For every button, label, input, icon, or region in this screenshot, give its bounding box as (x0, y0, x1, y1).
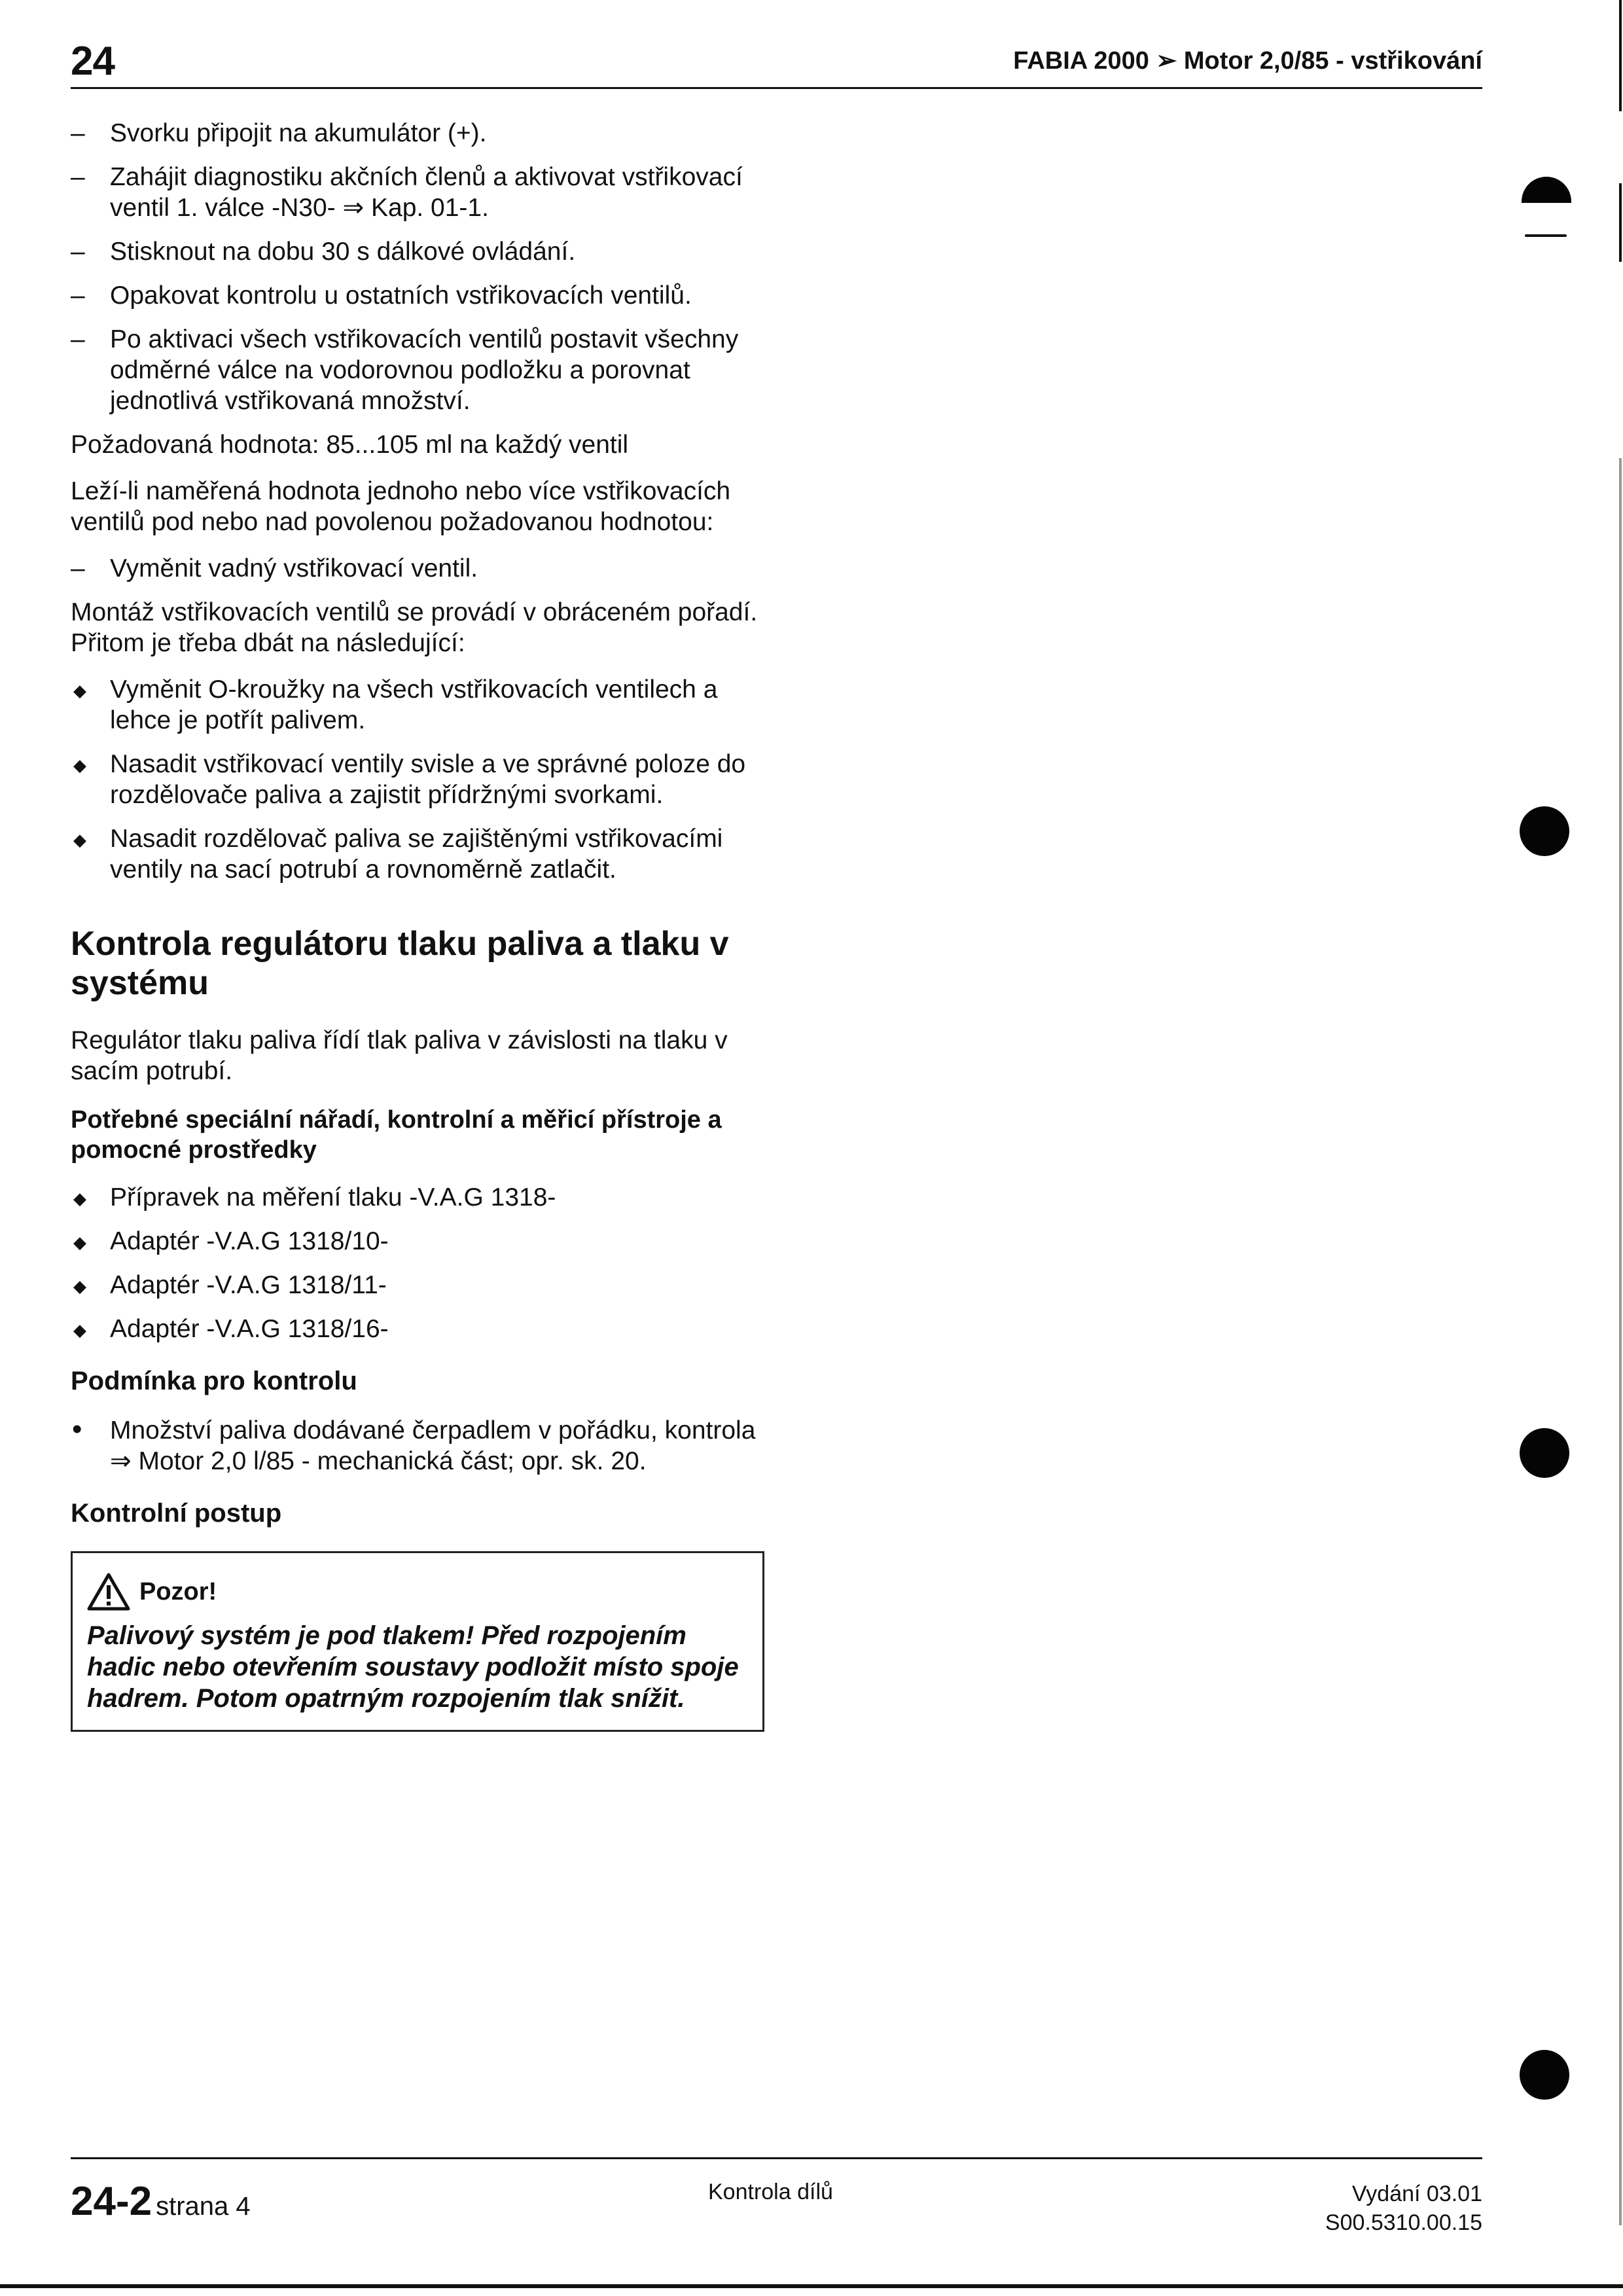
main-content (71, 118, 764, 1732)
step-list-2 (71, 553, 764, 584)
tools-list (71, 1182, 764, 1344)
dash-marker: – (71, 325, 85, 353)
warning-triangle-icon (87, 1573, 130, 1611)
diamond-bullet-icon: ◆ (73, 681, 86, 700)
round-bullet-icon: • (72, 1413, 82, 1445)
page-label: strana 4 (156, 2192, 251, 2221)
scan-edge-line (1619, 458, 1622, 2225)
step-item: – Po aktivaci všech vstřikovacích ventilů postavit všechny odměrné válce na vodorovnou podložku a porovnat jednotlivá vstřikovaná množství. (71, 325, 739, 415)
page-title: FABIA 2000 ➢ Motor 2,0/85 - vstřikování (1013, 47, 1482, 75)
footer-center-text: Kontrola dílů (708, 2179, 833, 2204)
footer-edition (1325, 2179, 1482, 2237)
tool-item: ◆ Přípravek na měření tlaku -V.A.G 1318- (71, 1182, 764, 1213)
scan-edge-line (1619, 183, 1622, 262)
footer-divider (71, 2157, 1482, 2159)
warning-header (87, 1573, 745, 1611)
deviation-text: Leží-li naměřená hodnota jednoho nebo více vstřikovacích ventilů pod nebo nad povolenou požadovanou hodnotou: (71, 477, 731, 536)
footer-section-number (71, 2178, 251, 2225)
section-number: 24-2 (71, 2179, 152, 2224)
warning-box (71, 1551, 764, 1732)
tool-item: ◆ Adaptér -V.A.G 1318/10- (71, 1226, 764, 1257)
tools-heading: Potřebné speciální nářadí, kontrolní a měřicí přístroje a pomocné prostředky (71, 1106, 722, 1164)
dash-marker: – (71, 238, 85, 266)
condition-list (71, 1415, 764, 1477)
note-item: ◆ Nasadit rozdělovač paliva se zajištěnými vstřikovacími ventily na sací potrubí a rovnoměrně zatlačit. (73, 825, 723, 884)
section-intro: Regulátor tlaku paliva řídí tlak paliva v závislosti na tlaku v sacím potrubí. (71, 1026, 728, 1085)
edition-label: Vydání 03.01 (1351, 2181, 1482, 2206)
condition-item: • Množství paliva dodávané čerpadlem v pořádku, kontrola ⇒ Motor 2,0 l/85 - mechanická část; opr. sk. 20. (72, 1413, 756, 1475)
binding-hole (1520, 806, 1569, 856)
assembly-notes (71, 674, 764, 885)
section-heading: Kontrola regulátoru tlaku paliva a tlaku v systému (71, 925, 729, 1002)
dash-marker: – (71, 163, 85, 191)
binding-hole-half (1522, 177, 1571, 203)
condition-heading: Podmínka pro kontrolu (71, 1367, 357, 1395)
dash-marker: – (71, 119, 85, 147)
diamond-bullet-icon: ◆ (73, 755, 86, 775)
diamond-bullet-icon: ◆ (73, 1232, 86, 1252)
step-item: – Opakovat kontrolu u ostatních vstřikovacích ventilů. (71, 281, 692, 310)
note-item: ◆ Vyměnit O-kroužky na všech vstřikovacích ventilech a lehce je potřít palivem. (73, 675, 718, 734)
dash-marker: – (71, 281, 85, 310)
step-item: – Stisknout na dobu 30 s dálkové ovládání. (71, 238, 576, 266)
binding-hole (1520, 1428, 1569, 1478)
step-item: – Svorku připojit na akumulátor (+). (71, 119, 487, 147)
dash-marker: – (71, 554, 85, 583)
diamond-bullet-icon: ◆ (73, 830, 86, 850)
header-divider (71, 87, 1482, 89)
assembly-text: Montáž vstřikovacích ventilů se provádí v obráceném pořadí. Přitom je třeba dbát na následující: (71, 598, 758, 657)
step-list-1 (71, 118, 764, 416)
binding-hole-edge (1525, 234, 1567, 237)
step-item: – Vyměnit vadný vstřikovací ventil. (71, 554, 478, 583)
page-number: 24 (71, 39, 115, 84)
scan-bottom-edge (0, 2284, 1623, 2288)
required-value: Požadovaná hodnota: 85...105 ml na každý ventil (71, 431, 629, 459)
note-item: ◆ Nasadit vstřikovací ventily svisle a ve správné poloze do rozdělovače paliva a zajistit přídržnými svorkami. (73, 750, 746, 809)
binding-hole (1520, 2050, 1569, 2100)
warning-label: Pozor! (139, 1577, 217, 1605)
doc-code: S00.5310.00.15 (1325, 2210, 1482, 2235)
tool-item: ◆ Adaptér -V.A.G 1318/16- (71, 1314, 764, 1344)
warning-text: Palivový systém je pod tlakem! Před rozpojením hadic nebo otevřením soustavy podložit místo spoje hadrem. Potom opatrným rozpojením tlak snížit. (87, 1621, 739, 1713)
step-item: – Zahájit diagnostiku akčních členů a aktivovat vstřikovací ventil 1. válce -N30- ⇒ Kap. 01-1. (71, 163, 743, 222)
procedure-heading: Kontrolní postup (71, 1499, 282, 1528)
scan-edge-line (1619, 0, 1622, 111)
diamond-bullet-icon: ◆ (73, 1276, 86, 1296)
diamond-bullet-icon: ◆ (73, 1320, 86, 1340)
diamond-bullet-icon: ◆ (73, 1189, 86, 1208)
tool-item: ◆ Adaptér -V.A.G 1318/11- (71, 1270, 764, 1300)
